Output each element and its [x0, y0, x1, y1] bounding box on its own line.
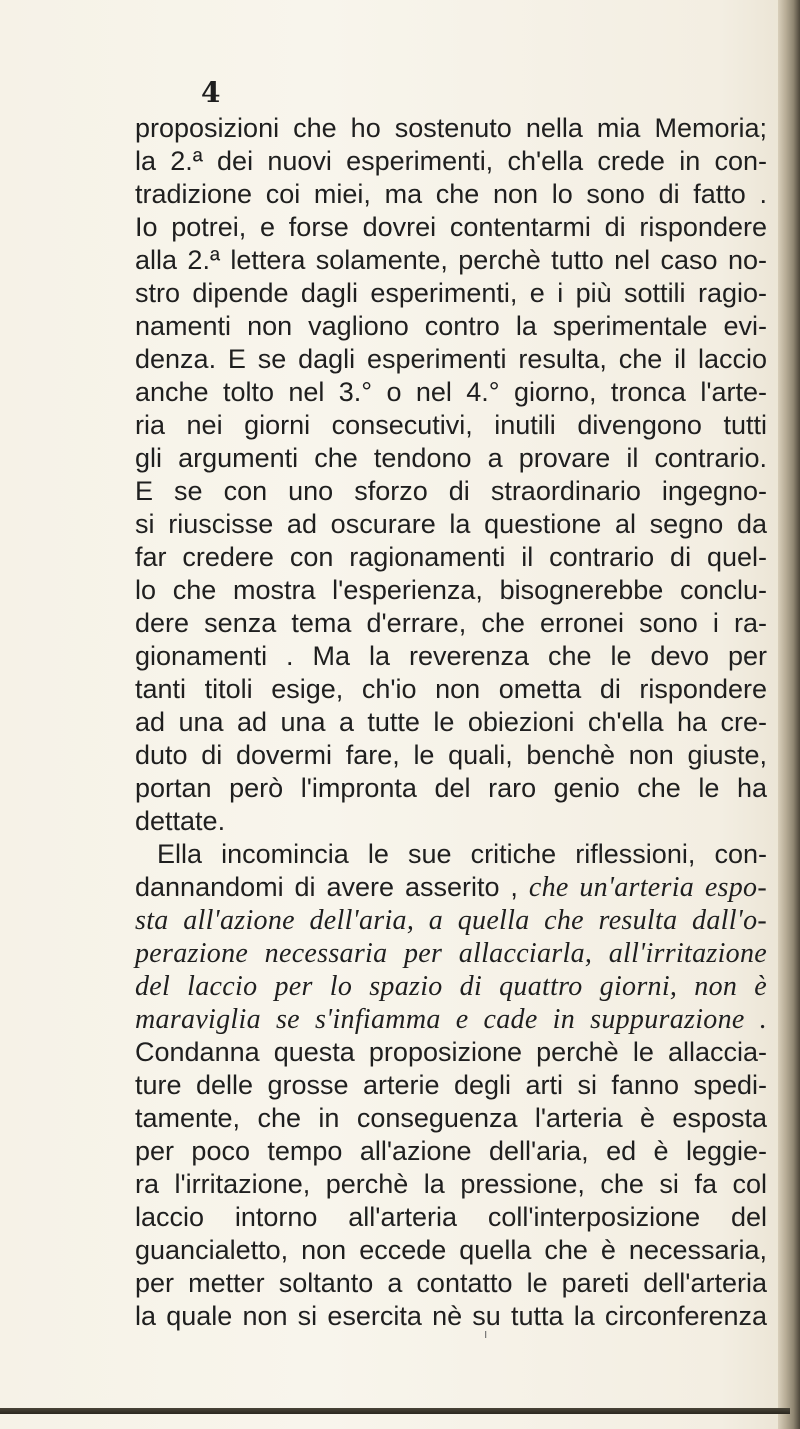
- text-line: tanti titoli esige, ch'io non ometta di rispondere: [135, 674, 767, 704]
- text-line: ture delle grosse arterie degli arti si fanno spedi-: [135, 1070, 767, 1100]
- text-line: dettate.: [135, 806, 226, 836]
- text-line: ad una ad una a tutte le obiezioni ch'ella ha cre-: [135, 707, 767, 737]
- text-line: duto di dovermi fare, le quali, benchè non giuste,: [135, 740, 767, 770]
- page-number: 4: [201, 76, 221, 109]
- body-text: [135, 112, 767, 1333]
- bottom-margin-mark: ı: [484, 1327, 488, 1341]
- text-line: denza. E se dagli esperimenti resulta, che il laccio: [135, 344, 767, 374]
- text-line: gli argumenti che tendono a provare il contrario.: [135, 443, 767, 473]
- text-line: alla 2.ª lettera solamente, perchè tutto nel caso no-: [135, 245, 767, 275]
- text-line: stro dipende dagli esperimenti, e i più sottili ragio-: [135, 278, 767, 308]
- text-line: Condanna questa proposizione perchè le allaccia-: [135, 1037, 767, 1067]
- text-line: far credere con ragionamenti il contrario di quel-: [135, 542, 767, 572]
- quoted-italic-line: del laccio per lo spazio di quattro giorni, non è: [135, 971, 767, 1002]
- quoted-italic-line: sta all'azione dell'aria, a quella che resulta dall'o-: [135, 905, 767, 936]
- text-line: tamente, che in conseguenza l'arteria è esposta: [135, 1103, 767, 1133]
- text-line: la 2.ª dei nuovi esperimenti, ch'ella crede in con-: [135, 146, 767, 176]
- text-line: E se con uno sforzo di straordinario ingegno-: [135, 476, 767, 506]
- text-line: si riuscisse ad oscurare la questione al segno da: [135, 509, 767, 539]
- text-line: Io potrei, e forse dovrei contentarmi di rispondere: [135, 212, 767, 242]
- text-line: per poco tempo all'azione dell'aria, ed è leggie-: [135, 1136, 767, 1166]
- text-line: namenti non vagliono contro la sperimentale evi-: [135, 311, 767, 341]
- text-line: proposizioni che ho sostenuto nella mia Memoria;: [135, 113, 767, 143]
- quoted-italic-segment: che un'arteria espo-: [528, 872, 767, 903]
- text-line: portan però l'impronta del raro genio che le ha: [135, 773, 767, 803]
- page-bottom-edge: [0, 1408, 790, 1414]
- text-line: Ella incomincia le sue critiche riflessioni, con-: [157, 839, 767, 869]
- text-line: lo che mostra l'esperienza, bisognerebbe conclu-: [135, 575, 767, 605]
- text-line: guancialetto, non eccede quella che è necessaria,: [135, 1235, 767, 1265]
- quoted-italic-line: perazione necessaria per allacciarla, all'irritazione: [135, 938, 767, 969]
- text-line: anche tolto nel 3.° o nel 4.° giorno, tronca l'arte-: [135, 377, 767, 407]
- text-line: per metter soltanto a contatto le pareti dell'arteria: [135, 1268, 767, 1298]
- text-line: tradizione coi miei, ma che non lo sono di fatto .: [135, 179, 767, 209]
- text-line: dere senza tema d'errare, che erronei sono i ra-: [135, 608, 767, 638]
- text-line: ra l'irritazione, perchè la pressione, che si fa col: [135, 1169, 767, 1199]
- book-binding-edge: [778, 0, 800, 1429]
- text-line: gionamenti . Ma la reverenza che le devo per: [135, 641, 767, 671]
- text-segment: dannandomi di avere asserito ,: [135, 872, 518, 902]
- text-line-mixed: [135, 871, 767, 904]
- text-line: la quale non si esercita nè su tutta la circonferenza: [135, 1301, 767, 1331]
- text-line: laccio intorno all'arteria coll'interposizione del: [135, 1202, 767, 1232]
- text-line: ria nei giorni consecutivi, inutili divengono tutti: [135, 410, 767, 440]
- quoted-italic-line: maraviglia se s'infiamma e cade in suppurazione .: [135, 1004, 767, 1035]
